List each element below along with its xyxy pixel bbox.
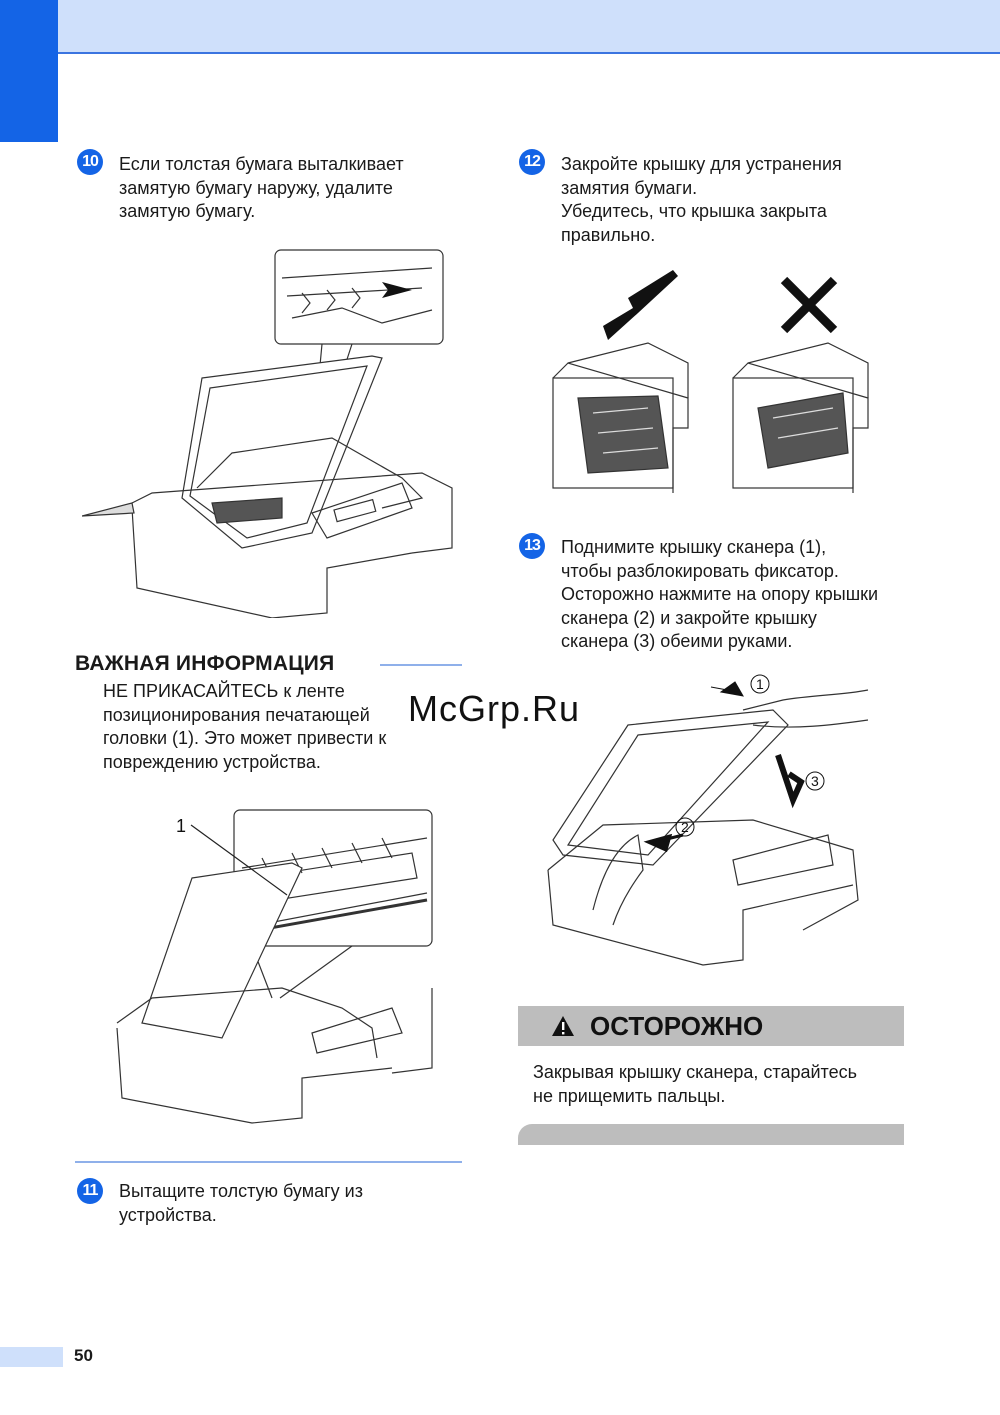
print-head-strip-illustration — [112, 808, 462, 1128]
chapter-tab — [0, 0, 58, 142]
step-10-text: Если толстая бумага выталкивает замятую бумагу наружу, удалите замятую бумагу. — [119, 154, 404, 221]
step-13-badge: 13 — [519, 533, 545, 559]
step-12-text: Закройте крышку для устранения замятия бумаги. Убедитесь, что крышка закрыта правильно. — [561, 154, 842, 245]
caution-text: Закрывая крышку сканера, старайтесь не прищемить пальцы. — [533, 1062, 857, 1106]
step-11-badge: 11 — [77, 1178, 103, 1204]
cover-closed-comparison — [548, 268, 904, 498]
caution-title: ОСТОРОЖНО — [590, 1010, 764, 1041]
caution-footer-bar — [518, 1124, 904, 1145]
step-11-text: Вытащите толстую бумагу из устройства. — [119, 1181, 363, 1225]
page-number: 50 — [74, 1346, 93, 1365]
printer-jam-illustration — [82, 248, 462, 618]
circled-2: 2 — [681, 819, 689, 835]
watermark: McGrp.Ru — [408, 688, 581, 729]
checkmark-icon — [603, 270, 678, 340]
important-heading: ВАЖНАЯ ИНФОРМАЦИЯ — [75, 652, 335, 675]
header-band — [0, 0, 1000, 54]
warning-icon — [518, 1008, 578, 1044]
footer-tab — [0, 1347, 63, 1367]
circled-3: 3 — [811, 773, 819, 789]
step-13-text: Поднимите крышку сканера (1), чтобы разблокировать фиксатор. Осторожно нажмите на опору крышки сканера (2) и закройте крышку сканера (3) обеими руками. — [561, 537, 879, 651]
section-divider — [75, 1161, 462, 1163]
caution-header — [518, 1006, 904, 1046]
step-12-badge: 12 — [519, 149, 545, 175]
cross-icon — [784, 280, 834, 330]
circled-1: 1 — [756, 676, 764, 692]
close-scanner-cover-illustration — [543, 670, 873, 980]
important-text: НЕ ПРИКАСАЙТЕСЬ к ленте позиционирования печатающей головки (1). Это может привести к повреждению устройства. — [103, 681, 387, 772]
callout-label-1: 1 — [176, 816, 187, 836]
important-rule — [380, 664, 462, 666]
step-10-badge: 10 — [77, 149, 103, 175]
